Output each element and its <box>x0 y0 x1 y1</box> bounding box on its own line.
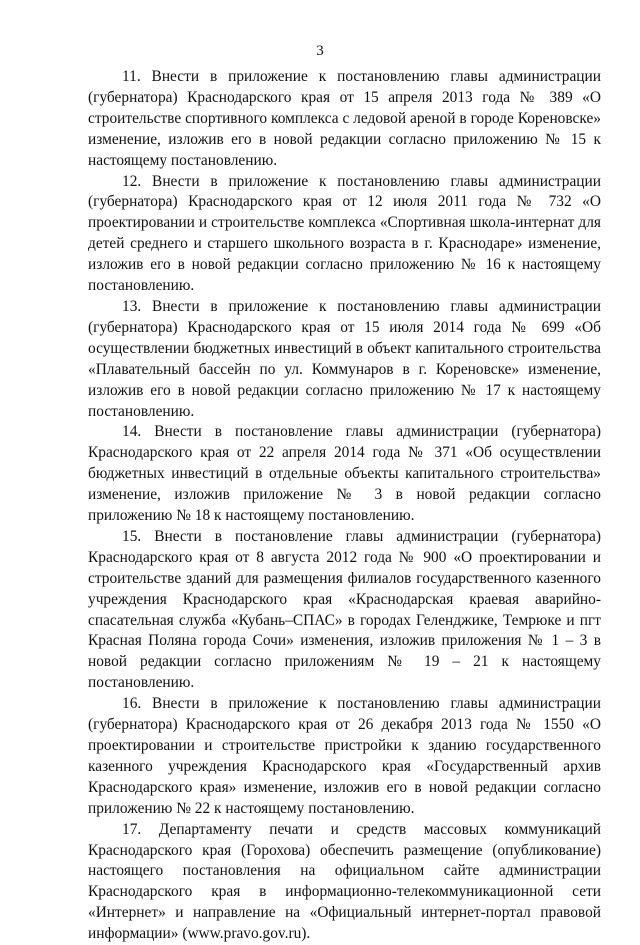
page-number: 3 <box>316 43 324 59</box>
document-body <box>88 67 601 945</box>
paragraph-item-12: 12. Внести в приложение к постановлению главы администрации (губернатора) Краснодарского края от 12 июля 2011 года № 732 «О проектировании и строительстве комплекса «Спортивная школа-интернат для детей среднего и старшего школьного возраста в г. Краснодаре» изменение, изложив его в новой редакции согласно приложению № 16 к настоящему постановлению. <box>88 172 601 295</box>
paragraph-item-16: 16. Внести в приложение к постановлению главы администрации (губернатора) Краснодарского края от 26 декабря 2013 года № 1550 «О проектировании и строительстве пристройки к зданию государственного казенного учреждения Краснодарского края «Государственный архив Краснодарского края» изменение, изложив его в новой редакции согласно приложению № 22 к настоящему постановлению. <box>88 695 601 817</box>
paragraph-item-13: 13. Внести в приложение к постановлению главы администрации (губернатора) Краснодарского края от 15 июля 2014 года № 699 «Об осуществлении бюджетных инвестиций в объект капитального строительства «Плавательный бассейн по ул. Коммунаров в г. Кореновске» изменение, изложив его в новой редакции согласно приложению № 17 к настоящему постановлению. <box>88 297 601 420</box>
paragraph-item-17: 17. Департаменту печати и средств массовых коммуникаций Краснодарского края (Горохова) обеспечить размещение (опубликование) настоящего постановления на официальном сайте администрации Краснодарского края в информационно-телекоммуникационной сети «Интернет» и направление на «Официальный интернет-портал правовой информации» (www.pravo.gov.ru). <box>88 820 601 943</box>
paragraph-item-14: 14. Внести в постановление главы администрации (губернатора) Краснодарского края от 22 апреля 2014 года № 371 «Об осуществлении бюджетных инвестиций в отдельные объекты капитального строительства» изменение, изложив приложение № 3 в новой редакции согласно приложению № 18 к настоящему постановлению. <box>88 423 601 525</box>
paragraph-item-15: 15. Внести в постановление главы администрации (губернатора) Краснодарского края от 8 августа 2012 года № 900 «О проектировании и строительстве зданий для размещения филиалов государственного казенного учреждения Краснодарского края «Краснодарская краевая аварийно-спасательная служба «Кубань–СПАС» в городах Геленджике, Темрюке и пгт Красная Поляна города Сочи» изменения, изложив приложения № 1 – 3 в новой редакции согласно приложениям № 19 – 21 к настоящему постановлению. <box>88 527 601 692</box>
paragraph-item-11: 11. Внести в приложение к постановлению главы администрации (губернатора) Краснодарского края от 15 апреля 2013 года № 389 «О строительстве спортивного комплекса с ледовой ареной в городе Кореновске» изменение, изложив его в новой редакции согласно приложению № 15 к настоящему постановлению. <box>88 68 601 169</box>
